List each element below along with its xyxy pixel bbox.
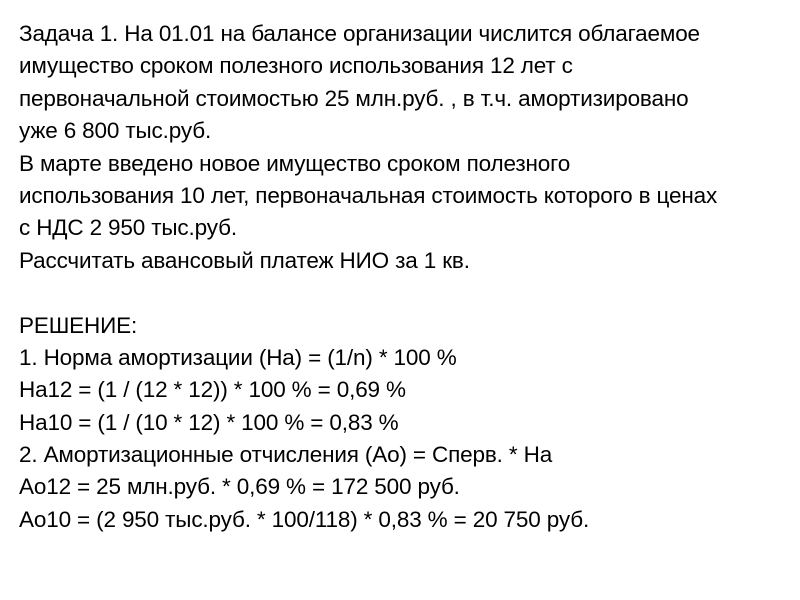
problem-line: Задача 1. На 01.01 на балансе организации числится облагаемое: [19, 21, 700, 46]
problem-line: с НДС 2 950 тыс.руб.: [19, 215, 237, 241]
problem-line: В марте введено новое имущество сроком полезного: [19, 150, 571, 176]
solution-line: На12 = (1 / (12 * 12)) * 100 % = 0,69 %: [19, 377, 406, 403]
problem-line: использования 10 лет, первоначальная стоимость которого в ценах: [19, 182, 718, 208]
problem-statement: [19, 18, 789, 277]
slide-text-block: [19, 18, 789, 536]
solution-heading: РЕШЕНИЕ:: [19, 312, 138, 338]
problem-line: первоначальной стоимостью 25 млн.руб. , в т.ч. амортизировано: [19, 85, 689, 111]
solution-line: На10 = (1 / (10 * 12) * 100 % = 0,83 %: [19, 409, 399, 435]
problem-line: уже 6 800 тыс.руб.: [19, 118, 212, 144]
solution-section: [19, 310, 789, 537]
solution-line: 1. Норма амортизации (На) = (1/n) * 100 %: [19, 344, 457, 370]
problem-line: Рассчитать авансовый платеж НИО за 1 кв.: [19, 247, 470, 273]
solution-line: 2. Амортизационные отчисления (Ао) = Сперв. * На: [19, 442, 553, 468]
solution-line: Ао10 = (2 950 тыс.руб. * 100/118) * 0,83 % = 20 750 руб.: [19, 506, 590, 532]
solution-line: Ао12 = 25 млн.руб. * 0,69 % = 172 500 руб.: [19, 474, 460, 500]
spacer: [19, 277, 789, 309]
problem-line: имущество сроком полезного использования 12 лет с: [19, 53, 573, 79]
